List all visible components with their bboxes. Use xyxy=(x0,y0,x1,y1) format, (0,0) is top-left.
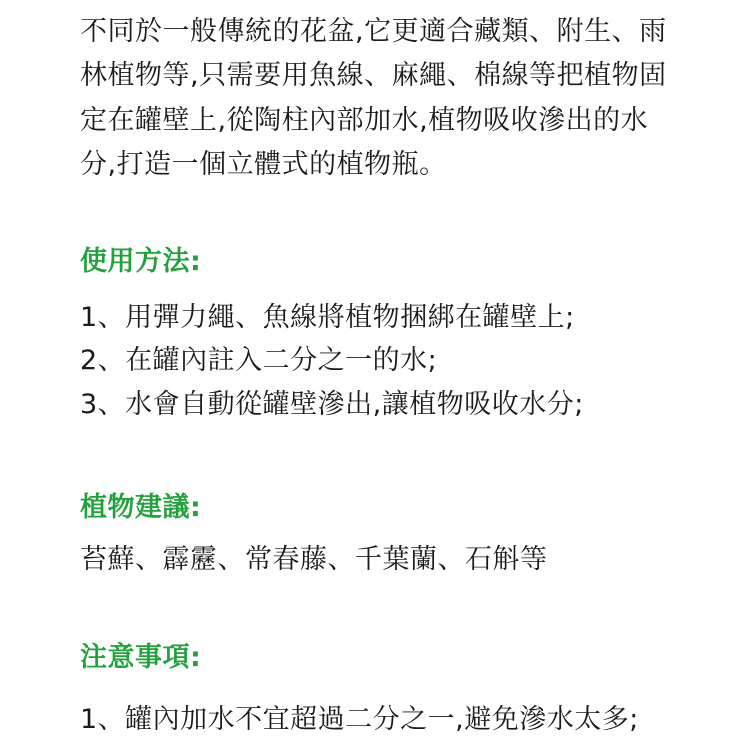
usage-step: 3、水會自動從罐壁滲出,讓植物吸收水分; xyxy=(80,389,584,420)
intro-line: 分,打造一個立體式的植物瓶。 xyxy=(80,149,447,180)
intro-line: 定在罐壁上,從陶柱內部加水,植物吸收滲出的水 xyxy=(80,105,649,136)
intro-line: 林植物等,只需要用魚線、麻繩、棉線等把植物固 xyxy=(80,60,667,91)
plant-suggestions-heading: 植物建議: xyxy=(80,492,202,523)
plant-suggestions-text: 苔蘚、霹靂、常春藤、千葉蘭、石斛等 xyxy=(80,544,548,575)
notes-item: 1、罐內加水不宜超過二分之一,避免滲水太多; xyxy=(80,704,639,735)
usage-step: 1、用彈力繩、魚線將植物捆綁在罐壁上; xyxy=(80,302,575,333)
usage-step: 2、在罐內註入二分之一的水; xyxy=(80,345,438,376)
usage-heading: 使用方法: xyxy=(80,246,202,277)
notes-heading: 注意事項: xyxy=(80,642,202,673)
intro-line: 不同於一般傳統的花盆,它更適合藏類、附生、雨 xyxy=(80,16,667,47)
